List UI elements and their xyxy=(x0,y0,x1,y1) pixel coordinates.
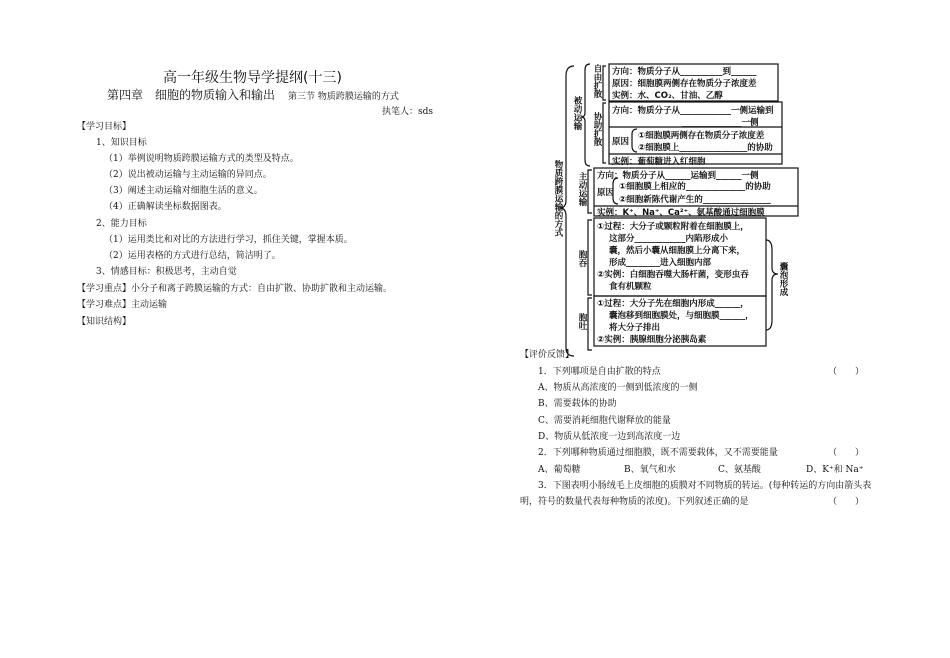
knowledge-goal-header: 1、知识目标 xyxy=(96,138,147,148)
option-b: B、需要载体的协助 xyxy=(538,399,617,409)
facilitated-direction: 方向：物质分子从____________一侧运输到 xyxy=(612,106,774,116)
option-d: D、物质从低浓度一边到高浓度一边 xyxy=(538,432,681,442)
vesicle-label: 囊泡形成 xyxy=(778,262,788,296)
option-a: A、葡萄糖 xyxy=(538,465,581,475)
exo-process-3: 将大分子排出 xyxy=(609,323,661,333)
question-2: 2．下列哪种物质通过细胞膜，既不需要载体，又不需要能量 xyxy=(538,448,778,458)
facilitated-diffusion-label: 协助扩散 xyxy=(592,112,602,146)
option-b: B、氧气和水 xyxy=(624,465,676,475)
knowledge-goal-item: （3）阐述主动运输对细胞生活的意义。 xyxy=(104,186,263,196)
ability-goal-item: （1）运用类比和对比的方法进行学习，抓住关键，掌握本质。 xyxy=(104,235,353,245)
endo-example-2: 食有机颗粒 xyxy=(609,282,652,292)
facilitated-example: 实例：葡萄糖进入红细胞 xyxy=(612,157,706,167)
active-direction: 方向：物质分子从______运输到______一侧 xyxy=(597,171,759,181)
feedback-header: 【评价反馈】 xyxy=(520,350,575,360)
exo-process-1: ①过程：大分子先在细胞内形成______， xyxy=(597,299,749,309)
emotion-goal: 3、情感目标：积极思考，主动自觉 xyxy=(96,267,237,277)
structure-header: 【知识结构】 xyxy=(77,317,132,327)
endo-process-2: 这部分____________内陷形成小 xyxy=(609,234,729,244)
question-1-answer[interactable]: （ ） xyxy=(828,367,865,377)
question-2-answer[interactable]: （ ） xyxy=(828,448,865,458)
author-line: 执笔人：sds xyxy=(382,107,433,117)
option-c: C、需要消耗细胞代谢释放的能量 xyxy=(538,416,671,426)
free-example: 实例：水、CO₂、甘油、乙醇 xyxy=(612,91,723,101)
knowledge-goal-item: （1）举例说明物质跨膜运输方式的类型及特点。 xyxy=(104,154,299,164)
question-3-line-1: 3．下图表明小肠绒毛上皮细胞的质膜对不同物质的转运。(每种转运的方向由箭头表 xyxy=(538,481,872,491)
endocytosis-label: 胞吞 xyxy=(577,250,587,267)
key-point: 【学习重点】小分子和离子跨膜运输的方式：自由扩散、协助扩散和主动运输。 xyxy=(77,284,393,294)
knowledge-goal-item: （2）说出被动运输与主动运输的异同点。 xyxy=(104,170,272,180)
facilitated-direction-cont: ______________一侧 xyxy=(682,118,759,128)
active-example: 实例：K⁺、Na⁺、Ca²⁺、氨基酸通过细胞膜 xyxy=(597,208,765,218)
active-reason-label: 原因 xyxy=(597,188,615,198)
free-reason: 原因：细胞膜两侧存在物质分子浓度差 xyxy=(612,79,757,89)
goals-header: 【学习目标】 xyxy=(77,122,132,132)
endo-process-1: ①过程：大分子或颗粒附着在细胞膜上， xyxy=(597,222,749,232)
page-title: 高一年级生物导学提纲(十三) xyxy=(163,70,342,86)
question-1: 1．下列哪项是自由扩散的特点 xyxy=(538,367,661,377)
exo-process-2: 囊泡移到细胞膜处，与细胞膜______， xyxy=(609,311,754,321)
endo-process-3: 囊，然后小囊从细胞膜上分离下来， xyxy=(609,246,746,256)
active-reason-1: ①细胞膜上相应的______________的协助 xyxy=(619,182,771,192)
knowledge-goal-item: （4）正确解读坐标数据图表。 xyxy=(104,202,227,212)
active-label: 主动运输 xyxy=(577,172,587,206)
facilitated-reason-2: ②细胞膜上________________的协助 xyxy=(638,143,773,153)
ability-goal-item: （2）运用表格的方式进行总结，简洁明了。 xyxy=(104,251,281,261)
difficulty-point: 【学习难点】主动运输 xyxy=(77,300,168,310)
passive-label: 被动运输 xyxy=(572,96,582,130)
root-label: 物质跨膜运输的方式 xyxy=(553,160,563,237)
endo-process-4: 形成________进入细胞内部 xyxy=(609,258,712,268)
exo-example: ②实例：胰腺细胞分泌胰岛素 xyxy=(597,335,707,345)
question-3-answer[interactable]: （ ） xyxy=(828,497,865,507)
active-reason-2: ②细胞新陈代谢产生的________________ xyxy=(619,195,771,205)
facilitated-reason-1: ①细胞膜两侧存在物质分子浓度差 xyxy=(638,131,765,141)
chapter-title: 第四章 细胞的物质输入和输出 xyxy=(107,88,276,102)
ability-goal-header: 2、能力目标 xyxy=(96,219,147,229)
free-direction: 方向：物质分子从__________到______ xyxy=(612,67,757,77)
section-title: 第三节 物质跨膜运输的方式 xyxy=(288,92,399,102)
free-diffusion-label: 自由扩散 xyxy=(592,64,602,98)
endo-example-1: ②实例：白细胞吞噬大肠杆菌，变形虫吞 xyxy=(597,270,749,280)
facilitated-reason-label: 原因 xyxy=(612,137,630,147)
exocytosis-label: 胞吐 xyxy=(577,313,587,330)
option-d: D、K⁺和 Na⁺ xyxy=(806,465,864,475)
option-c: C、氨基酸 xyxy=(718,465,761,475)
question-3-line-2: 明，符号的数量代表每种物质的浓度)。下列叙述正确的是 xyxy=(520,497,749,507)
option-a: A、物质从高浓度的一侧到低浓度的一侧 xyxy=(538,383,698,393)
